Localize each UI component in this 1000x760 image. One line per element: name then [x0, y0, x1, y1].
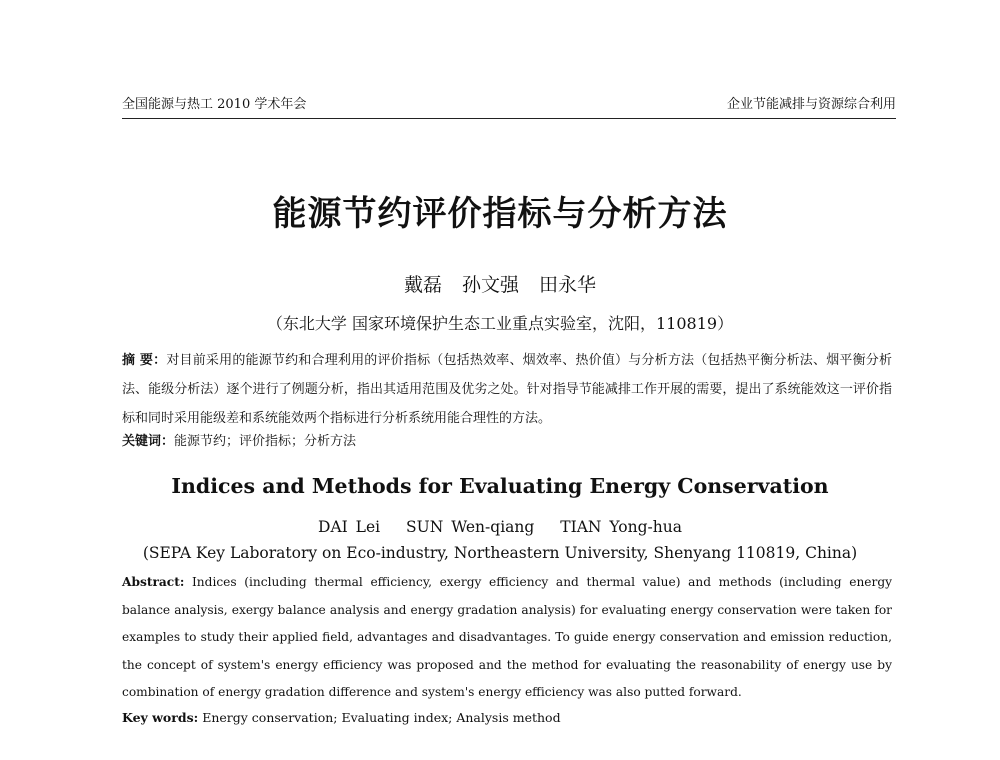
author-en: SUN Wen-qiang	[406, 518, 535, 536]
abstract-en	[122, 569, 892, 707]
authors-en	[0, 516, 1000, 538]
running-header	[122, 96, 896, 119]
affiliation-en: (SEPA Key Laboratory on Eco-industry, Northeastern University, Shenyang 110819, China)	[142, 544, 858, 562]
keywords-cn-text: 能源节约；评价指标；分析方法	[174, 434, 357, 449]
keywords-cn	[122, 432, 892, 452]
abstract-cn	[122, 346, 892, 433]
author-en: TIAN Yong-hua	[560, 518, 682, 536]
header-section: 企业节能减排与资源综合利用	[726, 97, 896, 112]
keywords-en-label: Key words:	[122, 710, 199, 725]
keywords-cn-label: 关键词：	[122, 434, 175, 449]
affiliation-cn: （东北大学 国家环境保护生态工业重点实验室，沈阳，110819）	[266, 314, 734, 333]
header-conference: 全国能源与热工 2010 学术年会	[122, 97, 307, 112]
abstract-en-text: Indices (including thermal efficiency, exergy efficiency and thermal value) and methods (including energy balance analysis, exergy balance analysis and energy gradation analysis) for evaluating energy conservation were taken for examples to study their applied field, advantages and disadvantages. To guide energy conservation and emission reduction, the concept of system's energy efficiency was proposed and the method for evaluating the reasonability of energy use by combination of energy gradation difference and system's energy efficiency was also putted forward.	[122, 575, 893, 700]
keywords-en	[122, 708, 892, 728]
keywords-en-text: Energy conservation; Evaluating index; Analysis method	[202, 710, 561, 725]
abstract-cn-text: 对目前采用的能源节约和合理利用的评价指标（包括热效率、烟效率、热价值）与分析方法（包括热平衡分析法、烟平衡分析法、能级分析法）逐个进行了例题分析，指出其适用范围及优劣之处。针对指导节能减排工作开展的需要，提出了系统能效这一评价指标和同时采用能级差和系统能效两个指标进行分析系统用能合理性的方法。	[122, 353, 892, 426]
authors-cn: 戴磊 孙文强 田永华	[403, 274, 597, 296]
paper-title-en: Indices and Methods for Evaluating Energy Conservation	[171, 474, 829, 498]
abstract-cn-label: 摘 要：	[122, 353, 167, 368]
abstract-en-label: Abstract:	[122, 575, 185, 589]
author-en: DAI Lei	[318, 518, 381, 536]
paper-title-cn: 能源节约评价指标与分析方法	[272, 194, 728, 234]
